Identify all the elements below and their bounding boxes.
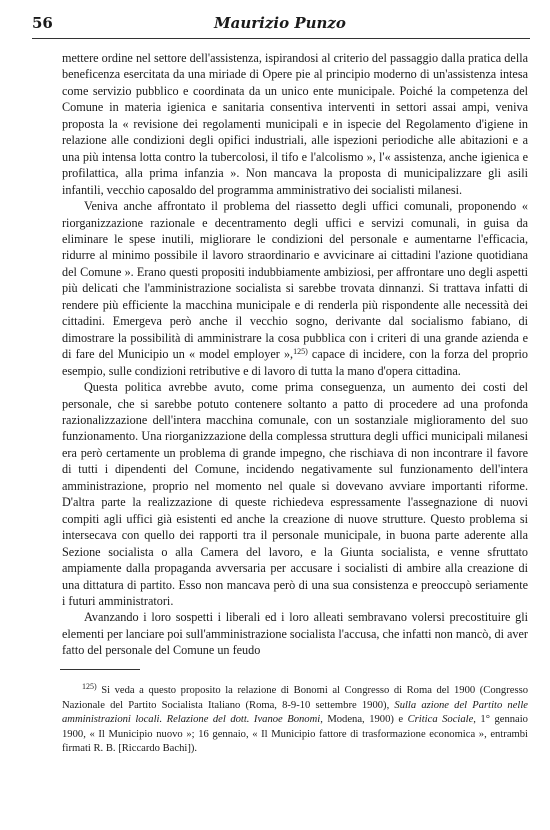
footnote-marker: 125) — [82, 682, 97, 691]
footnote-text-3: , 1° gennaio 1900, « Il Municipio nuovo »; 16 gennaio, « Il Municipio fattore di trasformazione economica », entrambi firmati R. B. [Riccardo Bachi]). — [62, 714, 528, 755]
footnote-rule — [60, 669, 140, 670]
footnote-125 — [62, 684, 528, 757]
footnote-italic-2: Critica Sociale — [407, 714, 474, 726]
paragraph-2 — [62, 198, 528, 379]
paragraph-4: Avanzando i loro sospetti i liberali ed i loro alleati sembravano volersi precostituire gli elementi per lanciare poi sull'amministrazione socialista l'accusa, che infatti non mancò, di aver fatto del personale del Comune un feudo — [62, 610, 528, 658]
footnote-text-2: , Modena, 1900) e — [320, 714, 408, 726]
header-rule — [32, 38, 530, 39]
paragraph-1: mettere ordine nel settore dell'assistenza, ispirandosi al criterio del passaggio dalla pratica della beneficenza esercitata da una miriade di Opere pie al principio moderno di un'assistenza intesa come servizio pubblico e coordinata da un unico ente municipale. Poiché la competenza del Comune in materia igienica e sanitaria consentiva interventi in settori assai ampi, veniva proposta la « revisione dei regolamenti municipali e in ispecie del Regolamento d'igiene in relazione alle condizioni degli opifici industriali, alle ispezioni periodiche alle abitazioni e a una più intensa lotta contro la tubercolosi, il tifo e l'alcolismo », l'« assistenza, anche igienica e profilattica, alla prima infanzia ». Non mancava la proposta di municipalizzare gli asili infantili, vecchio caposaldo del programma amministrativo dei socialisti milanesi. — [62, 51, 528, 197]
paragraph-3: Questa politica avrebbe avuto, come prima conseguenza, un aumento dei costi del personale, che si sarebbe potuto contenere soltanto a patto di procedere ad una profonda razionalizzazione dell'intera macchina comunale, con un sostanziale miglioramento del suo funzionamento. Una riorganizzazione della complessa struttura degli uffici municipali milanesi era però certamente un problema di grande impegno, che rischiava di non incontrare il favore di tutti i dipendenti del Comune, incidendo negativamente sul funzionamento dell'intera amministrazione, proprio nel momento nel quale si dovevano avviare importanti riforme. D'altra parte la realizzazione di queste richiedeva espressamente l'assegnazione di nuovi compiti agli uffici già esistenti ed anche la creazione di nuove strutture. Questo problema si intersecava con quello dei rapporti tra il personale municipale, in buona parte aderente alla Sezione socialista o alla Camera del lavoro, e la Giunta socialista, e venne sfruttato ampiamente dalla propaganda avversaria per accusare i socialisti di ambire alla creazione di una dittatura di partito. Esso non mancava però di una sua consistenza e preoccupò seriamente i futuri amministratori. — [62, 380, 528, 608]
footnote-italic-1: Sulla azione del Partito nelle amministrazioni locali. Relazione del dott. Ivanoe Bonomi — [62, 699, 529, 726]
footnote-reference: 125) — [293, 347, 308, 357]
main-text — [62, 50, 528, 659]
paragraph-2-text-a: Veniva anche affrontato il problema del riassetto degli uffici comunali, proponendo « riorganizzazione razionale e decentramento degli uffici e servizi comunali, in guisa da eliminare le spese inutili, migliorare le condizioni del personale e aumentarne l'efficacia, ridurre al minimo possibile il lavoro straordinario e avvicinare ai cittadini l'azione quotidiana del Comune ». Erano questi propositi indubbiamente ambiziosi, per affrontare uno degli aspetti più delicati che l'amministrazione socialista si sarebbe trovata dinnanzi. Si trattava infatti di rendere più efficiente la macchina municipale e di renderla più rispondente alle necessità dei cittadini. Emergeva però anche il vecchio sogno, derivante dal socialismo fabiano, di dimostrare la possibilità di amministrare la cosa pubblica con i criteri di una grande azienda e di fare del Municipio un « model employer », — [62, 199, 528, 362]
page-header — [32, 14, 528, 36]
paragraph-2-text-b: capace di incidere, con la forza del proprio esempio, sulle condizioni retributive e di lavoro di tutta la mano d'opera cittadina. — [62, 347, 528, 378]
footnote-text-1: Si veda a questo proposito la relazione di Bonomi al Congresso di Roma del 1900 (Congresso Nazionale del Partito Socialista Italiano (Roma, 8-9-10 settembre 1900), — [62, 685, 528, 711]
running-head-author: Maurizio Punzo — [214, 14, 346, 32]
page-number: 56 — [32, 14, 53, 32]
